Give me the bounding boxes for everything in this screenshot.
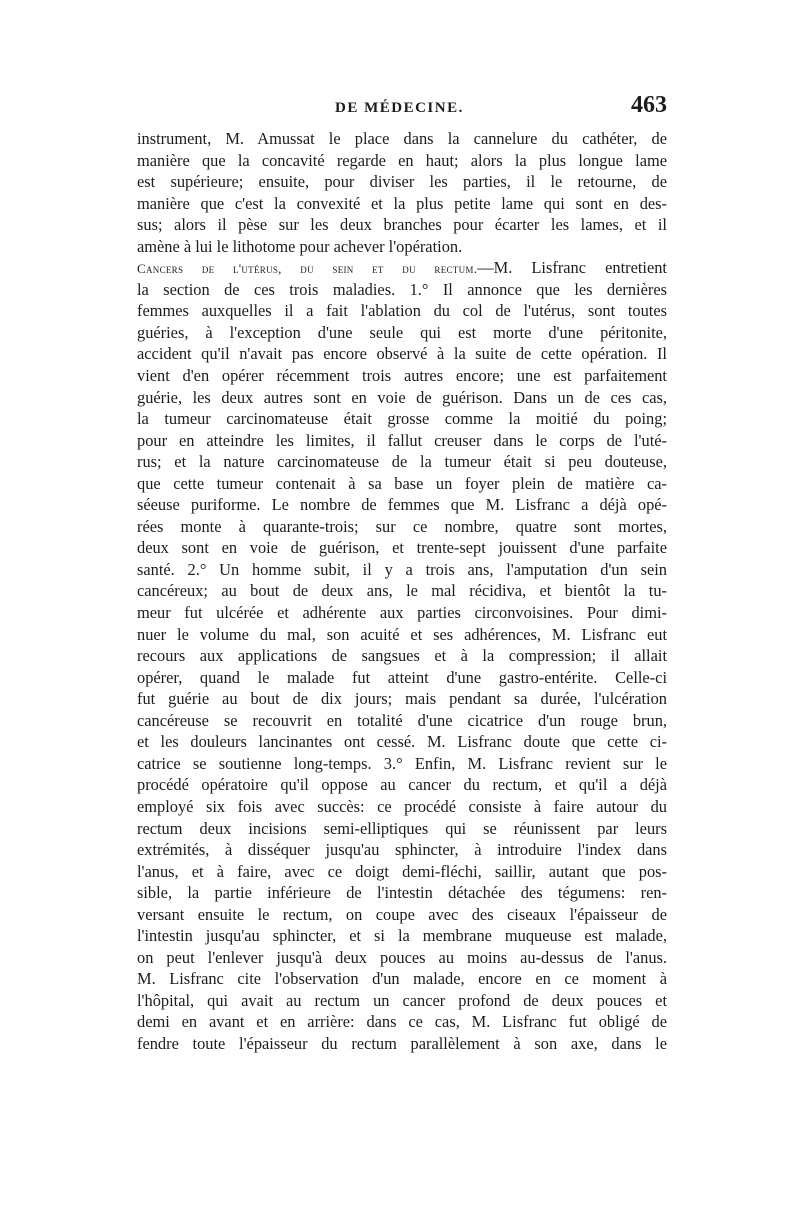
text-line: catrice se soutienne long-temps. 3.° Enfin, M. Lisfranc revient sur le [137,753,667,773]
text-line: extrémités, à disséquer jusqu'au sphincter, à introduire l'index dans [137,840,667,860]
text-line: procédé opératoire qu'il oppose au cancer du rectum, et qu'il a déjà [137,775,667,795]
text-line: la section de ces trois maladies. 1.° Il annonce que les dernières [137,279,667,299]
text-line: vient d'en opérer récemment trois autres encore; une est parfaitement [137,366,667,386]
text-line: cancéreux; au bout de deux ans, le mal récidiva, et bientôt la tu- [137,581,667,601]
text-line: sible, la partie inférieure de l'intestin détachée des tégumens: ren- [137,883,667,903]
text-line: rectum deux incisions semi-elliptiques qui se réunissent par leurs [137,818,667,838]
text-line: séeuse puriforme. Le nombre de femmes que M. Lisfranc a déjà opé- [137,495,667,515]
text-line: nuer le volume du mal, son acuité et ses adhérences, M. Lisfranc eut [137,624,667,644]
text-line: versant ensuite le rectum, on coupe avec des ciseaux l'épaisseur de [137,904,667,924]
text-line: guérie, les deux autres sont en voie de guérison. Dans un de ces cas, [137,387,667,407]
text-line: M. Lisfranc cite l'observation d'un malade, encore en ce moment à [137,969,667,989]
text-line: deux sont en voie de guérison, et trente-sept jouissent d'une parfaite [137,538,667,558]
page-number: 463 [631,92,667,118]
text-line: rées monte à quarante-trois; sur ce nombre, quatre sont mortes, [137,516,667,536]
text-line: santé. 2.° Un homme subit, il y a trois ans, l'amputation d'un sein [137,559,667,579]
text-line: on peut l'enlever jusqu'à deux pouces au moins au-dessus de l'anus. [137,947,667,967]
body-text [137,128,667,1055]
text-line: fut guérie au bout de dix jours; mais pendant sa durée, l'ulcération [137,689,667,709]
text-line: l'intestin jusqu'au sphincter, et si la membrane muqueuse est malade, [137,926,667,946]
section-heading-continuation: —M. Lisfranc entretient [477,258,667,278]
section-heading-line [137,257,667,279]
text-line: la tumeur carcinomateuse était grosse comme la moitié du poing; [137,409,667,429]
text-line: guéries, à l'exception d'une seule qui est morte d'une péritonite, [137,322,667,342]
text-line: fendre toute l'épaisseur du rectum parallèlement à son axe, dans le [137,1033,667,1053]
text-line: instrument, M. Amussat le place dans la cannelure du cathéter, de [137,129,667,148]
text-line: amène à lui le lithotome pour achever l'opération. [137,236,463,256]
text-line: que cette tumeur contenait à sa base un foyer plein de matière ca- [137,473,667,493]
text-line: accident qu'il n'avait pas encore observé à la suite de cette opération. Il [137,344,667,364]
text-line: et les douleurs lancinantes ont cessé. M. Lisfranc doute que cette ci- [137,732,667,752]
running-head [137,92,667,122]
section-heading: Cancers de l'utérus, du sein et du rectum. [137,261,478,277]
text-line: manière que c'est la convexité et la plus petite lame qui sont en des- [137,193,667,213]
text-line: demi en avant et en arrière: dans ce cas, M. Lisfranc fut obligé de [137,1012,667,1032]
text-line: l'anus, et à faire, avec ce doigt demi-fléchi, saillir, autant que pos- [137,861,667,881]
text-line: pour en atteindre les limites, il fallut creuser dans le corps de l'uté- [137,430,667,450]
text-line: l'hôpital, qui avait au rectum un cancer profond de deux pouces et [137,990,667,1010]
text-line: meur fut ulcérée et adhérente aux parties circonvoisines. Pour dimi- [137,603,667,623]
text-line: cancéreuse se recouvrit en totalité d'une cicatrice d'un rouge brun, [137,710,667,730]
text-line: opérer, quand le malade fut atteint d'une gastro-entérite. Celle-ci [137,667,667,687]
text-line: recours aux applications de sangsues et à la compression; il allait [137,646,667,666]
text-line: femmes auxquelles il a fait l'ablation du col de l'utérus, sont toutes [137,301,667,321]
text-line: employé six fois avec succès: ce procédé consiste à faire autour du [137,796,667,816]
text-line: rus; et la nature carcinomateuse de la tumeur était si peu douteuse, [137,452,667,472]
text-line: manière que la concavité regarde en haut; alors la plus longue lame [137,150,667,170]
text-line: sus; alors il pèse sur les deux branches pour écarter les lames, et il [137,215,667,235]
text-line: est supérieure; ensuite, pour diviser les parties, il le retourne, de [137,172,667,192]
running-title: DE MÉDECINE. [335,100,464,116]
